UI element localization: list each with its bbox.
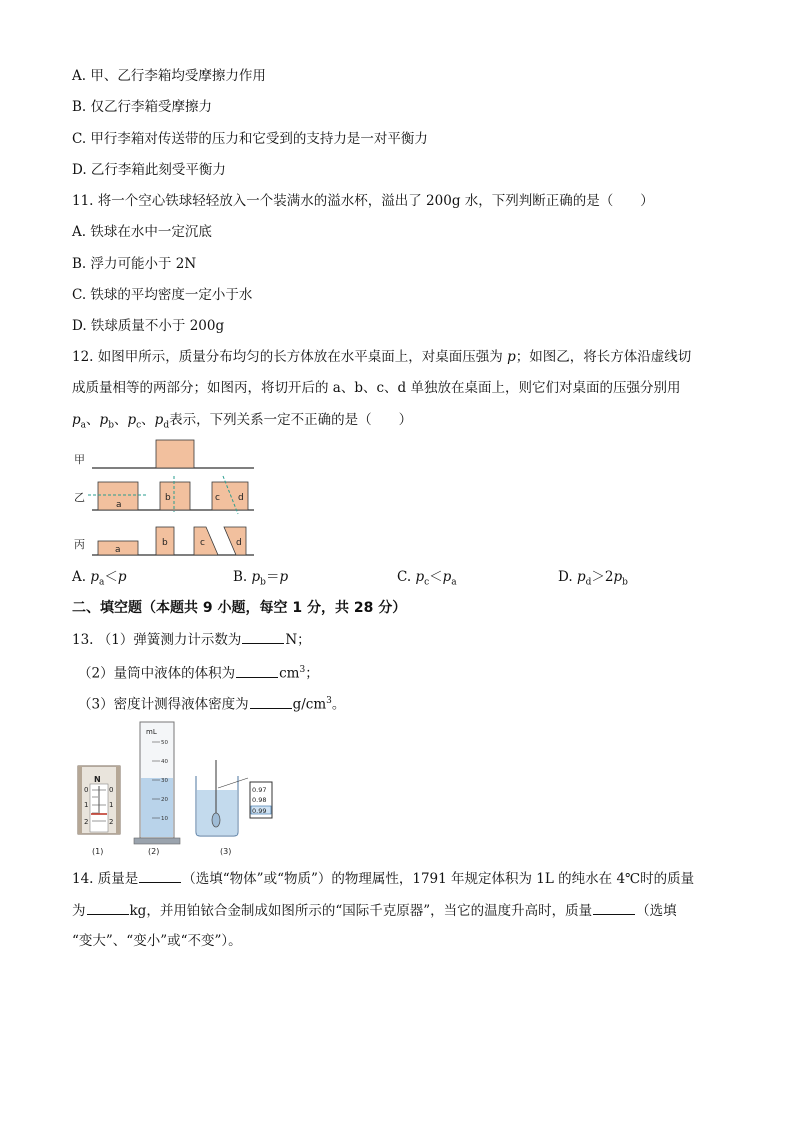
cylinder-tick-label: 40 (161, 759, 168, 765)
measuring-cylinder (134, 722, 180, 856)
unit-text: g/cm (292, 696, 327, 713)
separator: 、 (141, 412, 155, 428)
answer-blank[interactable] (593, 900, 635, 915)
q10-option-b: B. 仅乙行李箱受摩擦力 (72, 99, 213, 115)
q12-stem1-text: 12. 如图甲所示，质量分布均匀的长方体放在水平桌面上，对桌面压强为 (72, 349, 508, 365)
var-p: p (613, 569, 623, 585)
relation: ＜ (104, 569, 118, 585)
caption-3: (3) (220, 847, 232, 856)
answer-blank[interactable] (87, 900, 129, 915)
q14-text: kg，并用铂铱合金制成如图所示的“国际千克原器”，当它的温度升高时，质量 (129, 903, 593, 919)
piece-d (224, 527, 246, 555)
q13-line1 (72, 629, 311, 650)
option-letter: A. (72, 569, 91, 585)
sub-d: d (585, 577, 592, 588)
row-label-yi: 乙 (74, 491, 85, 504)
beaker-liquid (197, 790, 237, 835)
cylinder-tick-label: 30 (161, 778, 168, 784)
cylinder-tick-label: 20 (161, 797, 168, 803)
label-d-yi: d (238, 493, 244, 503)
q14-line3: “变大”、“变小”或“不变”）。 (72, 933, 242, 949)
q12-option-a (72, 567, 127, 593)
punctuation: ； (305, 665, 319, 682)
q11-option-a: A. 铁球在水中一定沉底 (72, 224, 212, 240)
q11-option-c: C. 铁球的平均密度一定小于水 (72, 287, 253, 303)
hydrometer-reading: 0.98 (252, 796, 267, 804)
var-p: p (507, 349, 516, 365)
q12-option-d (558, 567, 628, 593)
q12-option-c (397, 567, 457, 593)
hydrometer-beaker (196, 760, 272, 856)
label-a-yi: a (116, 500, 122, 510)
relation: ＞2 (591, 569, 614, 585)
spring-tick-label: 1 (109, 801, 114, 809)
separator: 、 (86, 412, 100, 428)
var-p: p (251, 569, 261, 585)
answer-blank[interactable] (236, 663, 278, 678)
sub-d: d (163, 420, 170, 431)
label-a-bing: a (115, 545, 121, 555)
q13-figure (72, 718, 282, 860)
cylinder-tick-label: 50 (161, 740, 168, 746)
punctuation: 。 (331, 696, 346, 713)
sub-a: a (451, 577, 457, 588)
answer-blank[interactable] (250, 694, 292, 709)
hydrometer-reading: 0.99 (252, 807, 267, 815)
answer-blank[interactable] (139, 868, 181, 883)
q10-option-d: D. 乙行李箱此刻受平衡力 (72, 162, 226, 178)
sub-b: b (260, 577, 266, 588)
label-c-yi: c (215, 493, 220, 503)
label-d-bing: d (236, 538, 242, 548)
var-p: p (415, 569, 425, 585)
q11-stem: 11. 将一个空心铁球轻轻放入一个装满水的溢水杯，溢出了 200g 水，下列判断正确的是（ ） (72, 193, 654, 209)
block-whole (156, 440, 194, 468)
q12-stem1-tail: ；如图乙，将长方体沿虚线切 (515, 349, 692, 365)
unit-exponent: 3 (326, 696, 332, 706)
option-letter: D. (558, 569, 577, 585)
q12-option-b (233, 567, 288, 593)
relation: ＜ (429, 569, 443, 585)
spring-tick-label: 2 (109, 818, 114, 826)
q14-text: （选填“物体”或“物质”）的物理属性，1791 年规定体积为 1L 的纯水在 4℃时的质量 (182, 871, 695, 887)
caption-1: (1) (92, 847, 104, 856)
q11-option-b: B. 浮力可能小于 2N (72, 256, 197, 272)
caption-2: (2) (148, 847, 160, 856)
section-heading: 二、填空题（本题共 9 小题，每空 1 分，共 28 分） (72, 600, 407, 616)
var-p: p (99, 412, 109, 428)
cylinder-liquid (141, 778, 173, 837)
q12-stem-line2: 成质量相等的两部分；如图丙，将切开后的 a、b、c、d 单独放在桌面上，则它们对桌面的压强分别用 (72, 380, 681, 396)
var-p: p (576, 569, 586, 585)
sub-a: a (99, 577, 105, 588)
row-label-jia: 甲 (74, 453, 85, 466)
sub-b: b (622, 577, 628, 588)
q13-part1-text: 13. （1）弹簧测力计示数为 (72, 632, 242, 648)
q13-part2-text: （2）量筒中液体的体积为 (78, 665, 236, 682)
label-b-yi: b (165, 493, 171, 503)
spring-tick-label: 0 (109, 786, 114, 794)
row-label-bing: 丙 (74, 538, 85, 551)
var-p: p (90, 569, 99, 585)
q10-option-c: C. 甲行李箱对传送带的压力和它受到的支持力是一对平衡力 (72, 131, 428, 147)
spring-tick-label: 0 (84, 786, 89, 794)
q13-line3 (78, 691, 345, 715)
q11-option-d: D. 铁球质量不小于 200g (72, 318, 225, 334)
var-p: p (442, 569, 452, 585)
sub-b: b (108, 420, 114, 431)
spring-tick-label: 1 (84, 801, 89, 809)
spring-unit: N (94, 775, 101, 784)
var-p: p (72, 412, 81, 428)
hydrometer-reading: 0.97 (252, 786, 267, 794)
q14-text: （选填 (636, 903, 677, 919)
sub-a: a (80, 420, 87, 431)
answer-blank[interactable] (242, 629, 284, 644)
q12-figure (70, 438, 270, 560)
var-p: p (154, 412, 164, 428)
q14-line2 (72, 900, 677, 921)
q12-stem-line3 (72, 410, 412, 436)
cylinder-tick-label: 10 (161, 816, 168, 822)
spring-tick-label: 2 (84, 818, 89, 826)
q12-stem3-tail: 表示，下列关系一定不正确的是（ ） (169, 412, 413, 428)
option-letter: C. (397, 569, 416, 585)
piece-c (194, 527, 218, 555)
q12-stem-line1 (72, 347, 691, 367)
option-letter: B. (233, 569, 252, 585)
q14-text: 14. 质量是 (72, 871, 139, 887)
q14-line1 (72, 868, 694, 889)
relation: ＝ (265, 569, 280, 585)
cylinder-unit: mL (146, 728, 157, 736)
label-b-bing: b (162, 538, 168, 548)
var-p: p (117, 569, 127, 585)
sub-c: c (424, 577, 430, 588)
q13-part3-text: （3）密度计测得液体密度为 (78, 696, 249, 713)
unit-text: cm (279, 665, 300, 682)
unit-text: N； (285, 632, 311, 648)
unit-exponent: 3 (299, 665, 306, 675)
separator: 、 (113, 412, 128, 428)
q13-line2 (78, 660, 319, 684)
spring-scale (78, 766, 120, 856)
q14-text: 为 (72, 903, 86, 919)
sub-c: c (136, 420, 142, 431)
label-c-bing: c (200, 538, 205, 548)
q10-option-a: A. 甲、乙行李箱均受摩擦力作用 (72, 68, 266, 84)
var-p: p (279, 569, 289, 585)
var-p: p (127, 412, 137, 428)
